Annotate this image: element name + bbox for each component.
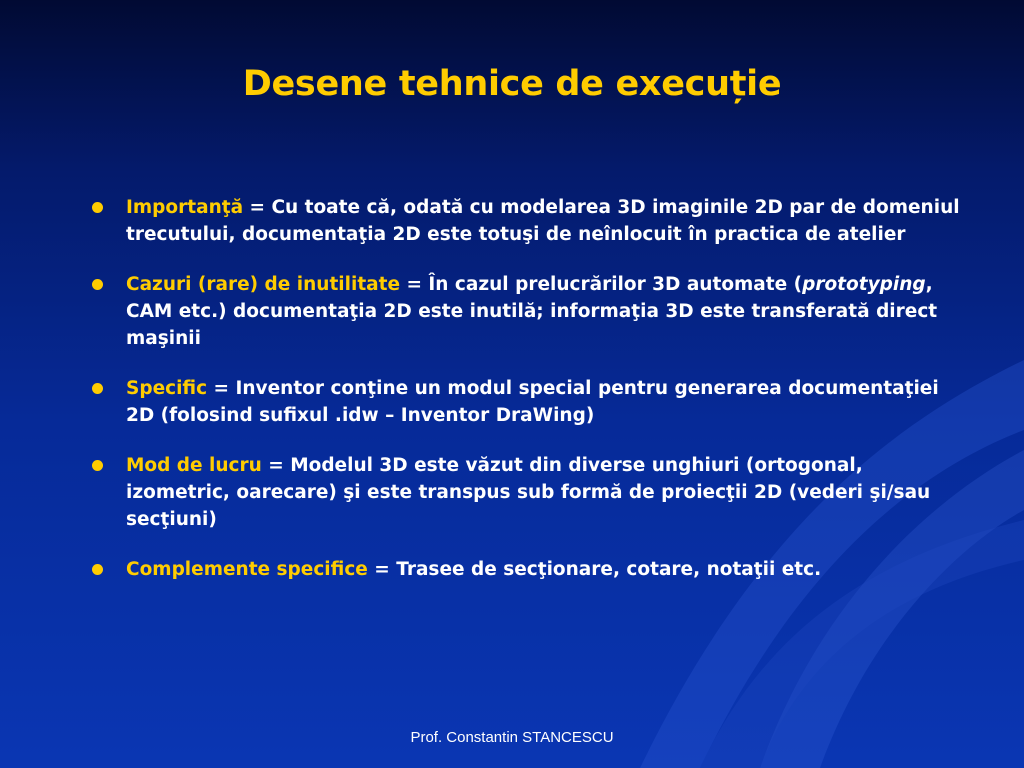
bullet-text-after: , CAM etc.) documentaţia 2D este inutilă; informaţia 3D este transferată direct maşinii xyxy=(126,274,938,349)
bullet-dot-icon xyxy=(92,460,103,471)
bullet-term: Cazuri (rare) de inutilitate xyxy=(126,274,401,295)
bullet-list xyxy=(90,194,970,606)
bullet-specific-complements xyxy=(90,556,970,583)
bullet-text: = În cazul prelucrărilor 3D automate ( xyxy=(400,274,803,295)
bullet-text: = Trasee de secţionare, cotare, notaţii etc. xyxy=(367,559,822,580)
bullet-term: Specific xyxy=(126,378,208,399)
bullet-emphasis: prototyping xyxy=(802,274,926,295)
bullet-term: Complemente specifice xyxy=(126,559,368,580)
bullet-dot-icon xyxy=(92,279,103,290)
bullet-text: = Modelul 3D este văzut din diverse unghiuri (ortogonal, izometric, oarecare) şi este transpus sub formă de proiecţii 2D (vederi şi/sau secţiuni) xyxy=(126,455,931,530)
bullet-dot-icon xyxy=(92,202,103,213)
bullet-working-mode xyxy=(90,452,970,533)
bullet-term: Importanţă xyxy=(126,197,244,218)
slide-title: Desene tehnice de execuție xyxy=(242,64,782,104)
bullet-term: Mod de lucru xyxy=(126,455,262,476)
slide-footer: Prof. Constantin STANCESCU xyxy=(410,729,614,746)
bullet-text: = Cu toate că, odată cu modelarea 3D imaginile 2D par de domeniul trecutului, documentaţia 2D este totuşi de neînlocuit în practica de atelier xyxy=(126,197,960,245)
bullet-unnecessary-cases xyxy=(90,271,970,352)
bullet-dot-icon xyxy=(92,383,103,394)
bullet-text: = Inventor conţine un modul special pentru generarea documentaţiei 2D (folosind sufixul .idw – Inventor DraWing) xyxy=(126,378,939,426)
bullet-specific xyxy=(90,375,970,429)
bullet-importance xyxy=(90,194,970,248)
bullet-dot-icon xyxy=(92,564,103,575)
